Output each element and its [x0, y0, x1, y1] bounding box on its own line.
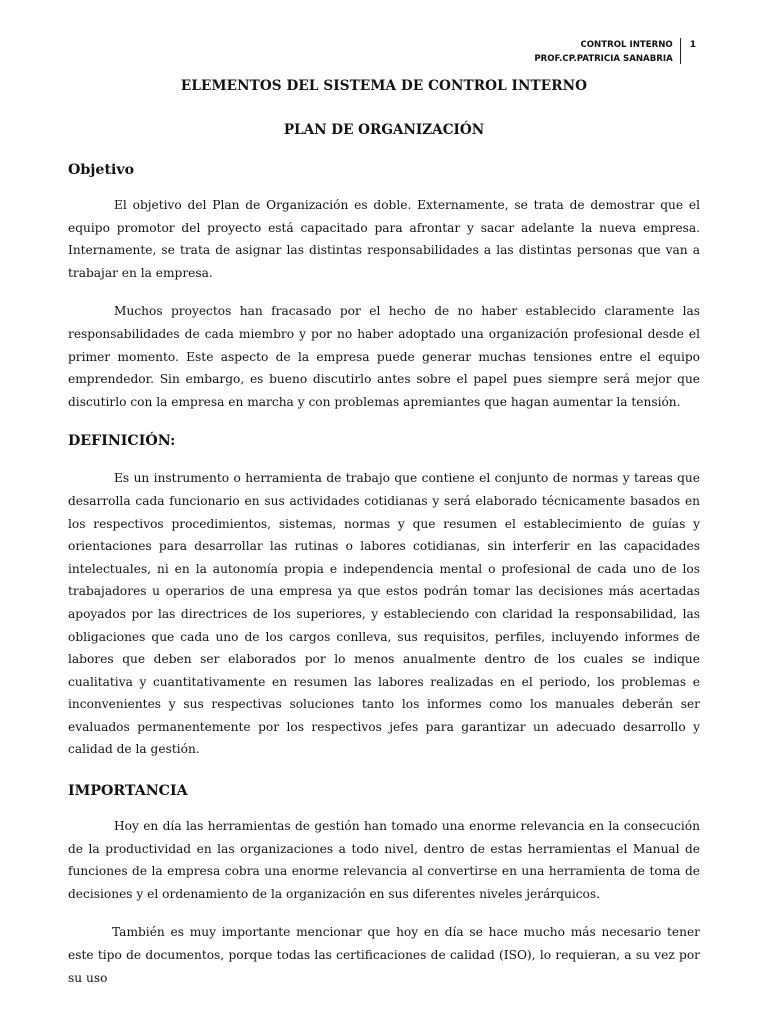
paragraph: También es muy importante mencionar que hoy en día se hace mucho más necesario tener este tipo de documentos, porque todas las certificaciones de calidad (ISO), lo requieran, a su vez por su uso	[68, 925, 700, 985]
paragraph: Hoy en día las herramientas de gestión han tomado una enorme relevancia en la consecución de la productividad en las organizaciones a todo nivel, dentro de estas herramientas el Manual de funciones de la empresa cobra una enorme relevancia al convertirse en una herramienta de toma de decisiones y el ordenamiento de la organización en sus diferentes niveles jerárquicos.	[68, 819, 700, 901]
paragraph: Muchos proyectos han fracasado por el hecho de no haber establecido claramente las responsabilidades de cada miembro y por no haber adoptado una organización profesional desde el primer momento. Este aspecto de la empresa puede generar muchas tensiones entre el equipo emprendedor. Sin embargo, es bueno discutirlo antes sobre el papel pues siempre será mejor que discutirlo con la empresa en marcha y con problemas apremiantes que hagan aumentar la tensión.	[68, 304, 700, 409]
document-body	[68, 78, 700, 989]
document-title: ELEMENTOS DEL SISTEMA DE CONTROL INTERNO	[180, 78, 588, 94]
page-number: 1	[680, 38, 696, 64]
paragraph: Es un instrumento o herramienta de trabajo que contiene el conjunto de normas y tareas que desarrolla cada funcionario en sus actividades cotidianas y será elaborado técnicamente basados en los respectivos procedimientos, sistemas, normas y que resumen el establecimiento de guías y orientaciones para desarrollar las rutinas o labores cotidianas, sin interferir en las capacidades intelectuales, ni en la autonomía propia e independencia mental o profesional de cada uno de los trabajadores u operarios de una empresa ya que estos podrán tomar las decisiones más acertadas apoyados por las directrices de los superiores, y estableciendo con claridad la responsabilidad, las obligaciones que cada uno de los cargos conlleva, sus requisitos, perfiles, incluyendo informes de labores que deben ser elaborados por lo menos anualmente dentro de los cuales se indique cualitativa y cuantitativamente en resumen las labores realizadas en el periodo, los problemas e inconvenientes y sus respectivas soluciones tanto los informes como los manuales deberán ser evaluados permanentemente por los respectivos jefes para garantizar un adecuado desarrollo y calidad de la gestión.	[68, 471, 700, 757]
header-course: CONTROL INTERNO	[580, 40, 673, 50]
section-heading-definicion: DEFINICIÓN:	[68, 433, 176, 450]
document-subtitle: PLAN DE ORGANIZACIÓN	[283, 122, 485, 138]
paragraph: El objetivo del Plan de Organización es doble. Externamente, se trata de demostrar que el equipo promotor del proyecto está capacitado para afrontar y sacar adelante la nueva empresa. Internamente, se trata de asignar las distintas responsabilidades a las distintas personas que van a trabajar en la empresa.	[68, 198, 700, 280]
header-text	[534, 38, 679, 66]
section-heading-objetivo: Objetivo	[68, 162, 135, 178]
section-heading-importancia: IMPORTANCIA	[68, 783, 188, 800]
page-header	[534, 38, 696, 66]
header-professor: PROF.CP.PATRICIA SANABRIA	[534, 54, 673, 64]
